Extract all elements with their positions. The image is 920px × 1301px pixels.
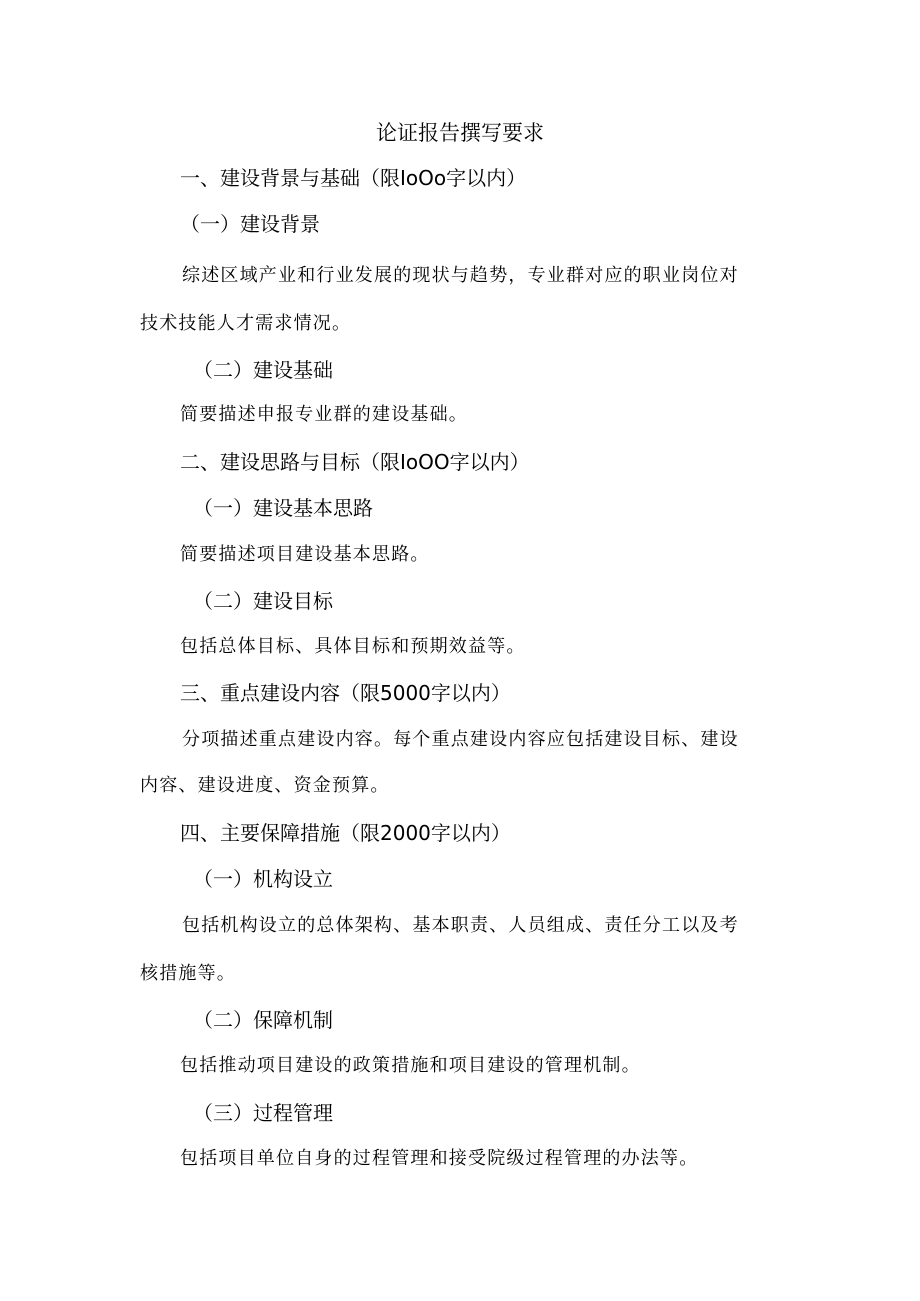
section-3-body-line-2: 内容、建设进度、资金预算。	[140, 775, 390, 796]
section-4-1-body-line-2: 核措施等。	[140, 963, 236, 984]
section-2-1-heading: （一）建设基本思路	[193, 496, 373, 520]
section-2-1-body-line-1: 简要描述项目建设基本思路。	[180, 544, 430, 565]
section-4-2-heading: （二）保障机制	[193, 1008, 333, 1032]
section-2-heading: 二、建设思路与目标（限IoOO字以内）	[180, 450, 530, 474]
section-1-1-body-line-1: 综述区域产业和行业发展的现状与趋势，专业群对应的职业岗位对	[182, 265, 739, 286]
section-4-3-heading: （三）过程管理	[193, 1101, 333, 1125]
document-title: 论证报告撰写要求	[376, 121, 544, 145]
section-2-2-heading: （二）建设目标	[193, 589, 333, 613]
section-2-2-body-line-1: 包括总体目标、具体目标和预期效益等。	[180, 636, 526, 657]
section-3-heading: 三、重点建设内容（限5000字以内）	[180, 681, 511, 705]
section-4-3-body-line-1: 包括项目单位自身的过程管理和接受院级过程管理的办法等。	[180, 1148, 699, 1169]
section-4-heading: 四、主要保障措施（限2000字以内）	[180, 821, 511, 845]
section-1-1-body-line-2: 技术技能人才需求情况。	[140, 313, 352, 334]
section-1-heading: 一、建设背景与基础（限IoOo字以内）	[180, 166, 527, 190]
section-1-1-heading: （一）建设背景	[180, 212, 320, 236]
section-3-body-line-1: 分项描述重点建设内容。每个重点建设内容应包括建设目标、建设	[182, 729, 739, 750]
section-4-2-body-line-1: 包括推动项目建设的政策措施和项目建设的管理机制。	[180, 1055, 641, 1076]
section-1-2-body-line-1: 简要描述申报专业群的建设基础。	[180, 404, 468, 425]
section-4-1-heading: （一）机构设立	[193, 867, 333, 891]
section-1-2-heading: （二）建设基础	[193, 358, 333, 382]
section-4-1-body-line-1: 包括机构设立的总体架构、基本职责、人员组成、责任分工以及考	[182, 915, 739, 936]
